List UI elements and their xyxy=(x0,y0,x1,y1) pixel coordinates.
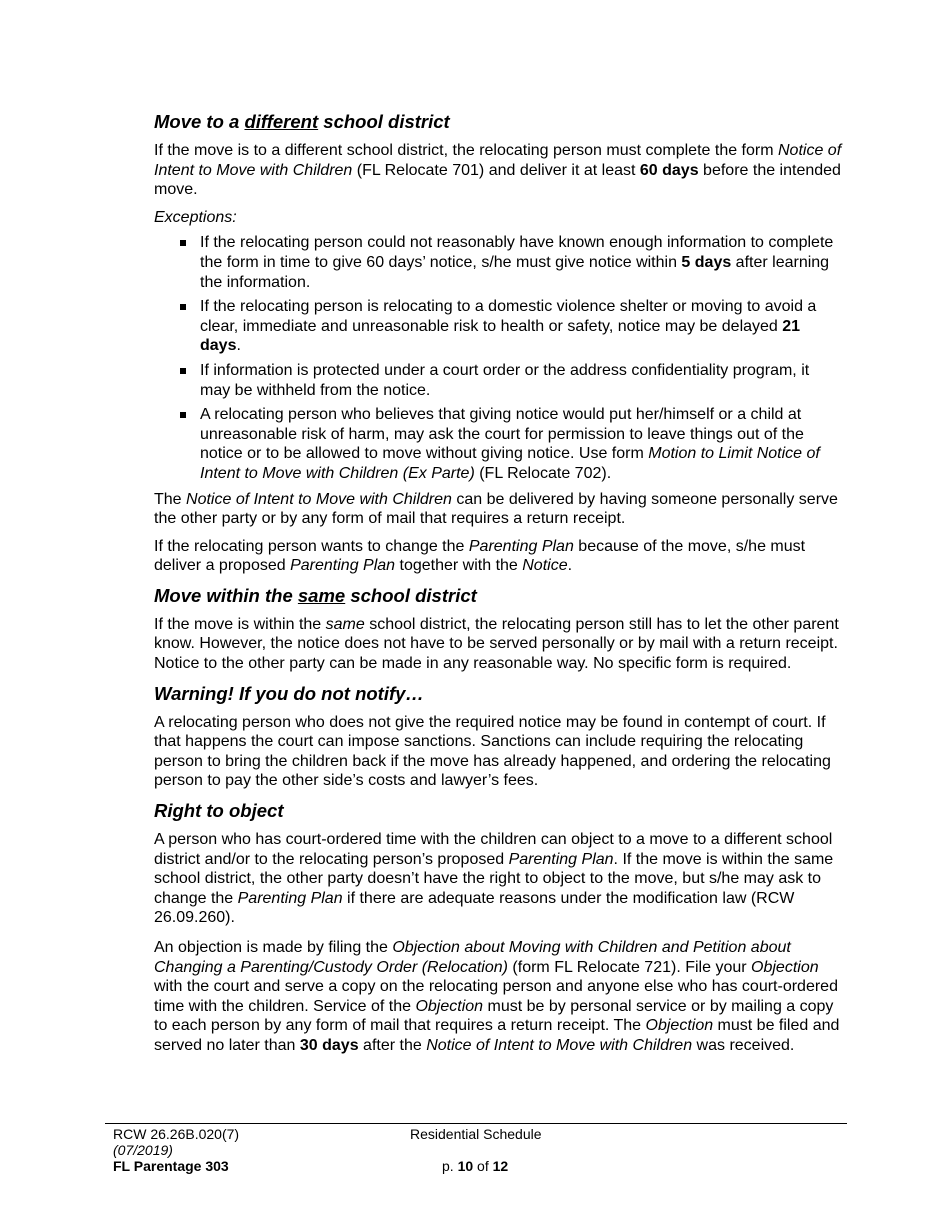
text-run: . xyxy=(236,337,241,355)
text-run: (form FL Relocate 721). File your xyxy=(507,958,752,976)
footer-form-id: FL Parentage 303 xyxy=(113,1158,229,1174)
text-run: p. xyxy=(442,1158,458,1174)
text-run: Objection about Moving with Children and Petition about Changing a Parenting/Custody Order (Relocation) xyxy=(154,939,791,976)
text-run: If the move is within the xyxy=(154,615,326,633)
document-body xyxy=(154,110,842,1064)
text-run: must be by personal service or by mailing a copy to each person by any form of mail that requires a return receipt. The xyxy=(154,997,834,1035)
heading-warning: Warning! If you do not notify… xyxy=(154,682,424,704)
footer-left xyxy=(113,1126,239,1174)
bullet-icon xyxy=(180,412,186,418)
text-run: If the relocating person could not reasonably have known enough information to complete the form in time to give 60 days’ notice, s/he must give notice within xyxy=(200,234,834,271)
text-run: Objection xyxy=(415,997,484,1015)
text-run: A relocating person who believes that giving notice would put her/himself or a child at unreasonable risk of harm, may ask the court for permission to leave things out of the notice or to be allowed to move without giving notice. Use form xyxy=(200,406,804,463)
text-run: of xyxy=(473,1158,493,1174)
text-run: Parenting Plan xyxy=(237,889,343,907)
footer-page-number xyxy=(442,1158,508,1174)
text-run: with the court and serve a copy on the relocating person and anyone else who has court-ordered time with the children. Service of the xyxy=(154,978,838,1015)
text-run: was received. xyxy=(692,1036,795,1054)
text-run: 21 days xyxy=(200,317,801,355)
text-run: if there are adequate reasons under the modification law (RCW 26.09.260). xyxy=(154,889,795,927)
footer-date: (07/2019) xyxy=(113,1142,173,1158)
text-run: If information is protected under a court order or the address confidentiality program, it may be withheld from the notice. xyxy=(200,361,810,399)
text-run: school district, the relocating person still has to let the other parent know. However, the notice does not have to be served personally or by mail with a return receipt. Notice to the other party can be made in any reasonable way. No specific form is required. xyxy=(154,615,839,673)
text-run: If the relocating person is relocating to a domestic violence shelter or moving to avoid a clear, immediate and unreasonable risk to health or safety, notice may be delayed xyxy=(200,298,817,335)
list-item xyxy=(154,297,842,356)
bullet-icon xyxy=(180,240,186,246)
text-run: same xyxy=(325,615,365,633)
text-run: If the relocating person wants to change the xyxy=(154,537,469,555)
footer-rcw: RCW 26.26B.020(7) xyxy=(113,1126,240,1142)
text-run: 12 xyxy=(492,1158,509,1174)
text-run: If the move is to a different school district, the relocating person must complete the form xyxy=(154,142,778,159)
text-run: A person who has court-ordered time with the children can object to a move to a different school district and/or to the relocating person’s proposed xyxy=(154,831,833,868)
heading-right-to-object: Right to object xyxy=(154,800,284,822)
list-item xyxy=(154,405,842,483)
text-run: Parenting Plan xyxy=(468,537,574,555)
text-run: 10 xyxy=(457,1158,474,1174)
text-run: 5 days xyxy=(681,253,732,271)
text-run: . xyxy=(567,557,573,575)
text-run: can be delivered by having someone personally serve the other party or by any form of mail that requires a return receipt. xyxy=(154,490,838,528)
text-run: because of the move, s/he must deliver a proposed xyxy=(154,537,806,575)
text-run: same xyxy=(297,584,346,606)
text-run: after learning the information. xyxy=(200,253,830,291)
text-run: different xyxy=(244,111,319,132)
text-run: The xyxy=(154,490,187,508)
heading-different-district xyxy=(154,110,842,134)
text-run: Notice of Intent to Move with Children xyxy=(186,490,452,508)
text-run: 30 days xyxy=(299,1036,359,1054)
bullet-icon xyxy=(180,304,186,310)
list-item xyxy=(154,233,842,292)
text-run: 60 days xyxy=(639,161,699,179)
paragraph-same-district xyxy=(154,615,842,674)
paragraph-different-intro xyxy=(154,141,842,200)
bullet-icon xyxy=(180,368,186,374)
exceptions-list xyxy=(154,233,842,483)
text-run: An objection is made by filing the xyxy=(154,939,393,956)
text-run: Notice xyxy=(522,557,568,575)
list-item xyxy=(154,361,842,400)
text-run: . If the move is within the same school district, the other party doesn’t have the right to object to the move, but s/he may ask to change the xyxy=(154,850,834,907)
text-run: must be filed and served no later than xyxy=(154,1017,840,1054)
text-run: Motion to Limit Notice of Intent to Move with Children (Ex Parte) xyxy=(200,445,820,482)
text-run: Move within the xyxy=(154,584,298,606)
text-run: Notice of Intent to Move with Children xyxy=(154,142,842,179)
text-run: Move to a xyxy=(154,111,245,132)
paragraph-object-who xyxy=(154,830,842,928)
paragraph-parenting-plan xyxy=(154,537,842,576)
text-run: Notice of Intent to Move with Children xyxy=(426,1036,693,1054)
paragraph-object-how xyxy=(154,938,842,1056)
text-run: before the intended move. xyxy=(154,161,841,199)
footer-title: Residential Schedule xyxy=(410,1126,542,1142)
text-run: after the xyxy=(358,1036,427,1054)
paragraph-warning: A relocating person who does not give the required notice may be found in contempt of court. If that happens the court can impose sanctions. Sanctions can include requiring the relocating person to bring the children back if the move has already happened, and ordering the relocating person to pay the other side’s costs and lawyer’s fees. xyxy=(154,713,831,790)
text-run: school district xyxy=(345,584,477,606)
text-run: Objection xyxy=(751,958,819,976)
text-run: Parenting Plan xyxy=(290,557,396,575)
text-run: (FL Relocate 702). xyxy=(474,464,612,482)
exceptions-label: Exceptions: xyxy=(154,208,237,226)
text-run: together with the xyxy=(395,557,523,575)
text-run: Objection xyxy=(645,1017,714,1035)
page-footer xyxy=(105,1123,847,1174)
text-run: Parenting Plan xyxy=(508,850,614,868)
text-run: (FL Relocate 701) and deliver it at least xyxy=(352,161,640,179)
heading-same-district xyxy=(154,584,842,608)
text-run: school district xyxy=(318,111,450,132)
paragraph-notice-delivery xyxy=(154,490,842,529)
